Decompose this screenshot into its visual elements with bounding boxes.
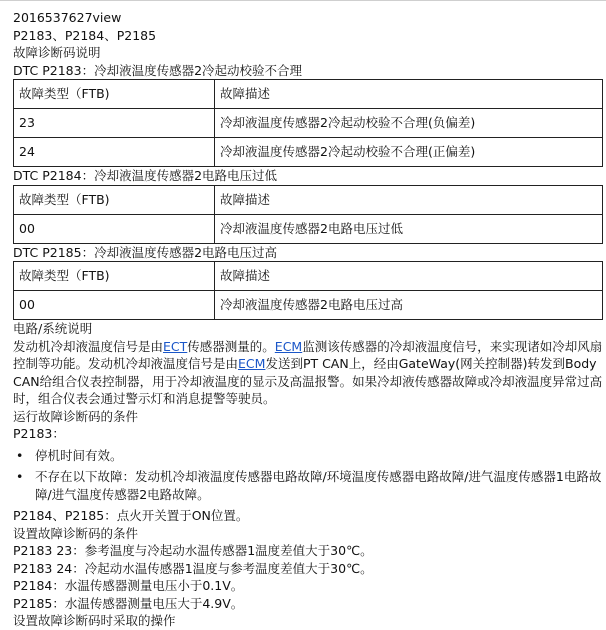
document-id: 2016537627view (13, 10, 122, 25)
dtc-title-p2184: DTC P2184：冷却液温度传感器2电路电压过低 (13, 168, 278, 183)
list-item-text: 停机时间有效。 (35, 447, 123, 463)
circuit-text-1: 发动机冷却液温度信号是由 (13, 338, 164, 354)
table-cell-description: 冷却液温度传感器2电路电压过高 (215, 291, 603, 320)
table-header-description: 故障描述 (215, 262, 603, 291)
bullet-icon: • (16, 447, 24, 463)
table-header-ftb: 故障类型（FTB) (14, 80, 215, 109)
set-condition-line: P2184：水温传感器测量电压小于0.1V。 (13, 578, 244, 593)
ftb-table-p2184 (13, 185, 603, 244)
set-condition-line: P2183 24：冷起动水温传感器1温度与参考温度差值大于30℃。 (13, 560, 373, 576)
top-divider (0, 0, 606, 1)
table-row (14, 291, 603, 320)
table-row (14, 109, 603, 138)
table-cell-description: 冷却液温度传感器2冷起动校验不合理(负偏差) (215, 109, 603, 138)
table-header-ftb: 故障类型（FTB) (14, 185, 215, 214)
bullet-icon: • (16, 469, 24, 484)
table-row (14, 214, 603, 243)
section-heading-dtc-description: 故障诊断码说明 (13, 45, 101, 60)
circuit-text-4: 发送到PT CAN上，经由GateWay(网关控制器)转发到Body CAN给组合仪表控制器，用于冷却液温度的显示及高温报警。如果冷却液传感器故障或冷却液温度异常过高时，组合仪表会通过警示灯和消息提警等驶员。 (13, 356, 603, 406)
table-row (14, 138, 603, 167)
section-heading-run-conditions: 运行故障诊断码的条件 (13, 408, 139, 424)
section-heading-circuit: 电路/系统说明 (13, 321, 93, 336)
table-header-row (14, 80, 603, 109)
list-item-text: 不存在以下故障：发动机冷却液温度传感器电路故障/环境温度传感器电路故障/进气温度传感器1电路故障/进气温度传感器2电路故障。 (35, 469, 602, 502)
document-content (13, 9, 603, 630)
table-header-row (14, 185, 603, 214)
ecm-link[interactable]: ECM (274, 338, 303, 354)
table-cell-description: 冷却液温度传感器2冷起动校验不合理(正偏差) (215, 138, 603, 167)
ftb-table-p2185 (13, 261, 603, 320)
circuit-text-3: 监测该传感器的冷却液温度信号，来实现诸如冷却风扇控制等功能。发动机冷却液温度信号是由 (13, 338, 603, 371)
table-header-description: 故障描述 (215, 185, 603, 214)
ftb-table-p2183 (13, 79, 603, 167)
set-condition-line: P2185：水温传感器测量电压大于4.9V。 (13, 595, 244, 611)
run-condition-p2184-p2185: P2184、P2185：点火开关置于ON位置。 (13, 508, 249, 523)
run-condition-list (13, 447, 603, 504)
dtc-code-list: P2183、P2184、P2185 (13, 27, 157, 43)
list-item (13, 468, 603, 503)
set-condition-line: P2183 23：参考温度与冷起动水温传感器1温度差值大于30℃。 (13, 543, 373, 558)
run-condition-p2183-label: P2183： (13, 426, 65, 441)
circuit-description (13, 338, 603, 408)
table-header-description: 故障描述 (215, 80, 603, 109)
ect-link[interactable]: ECT (163, 338, 188, 354)
table-cell-ftb: 00 (14, 214, 215, 243)
circuit-text-2: 传感器测量的。 (187, 338, 275, 354)
section-heading-set-conditions: 设置故障诊断码的条件 (13, 525, 139, 541)
table-cell-ftb: 24 (14, 138, 215, 167)
table-cell-ftb: 23 (14, 109, 215, 138)
dtc-title-p2185: DTC P2185：冷却液温度传感器2电路电压过高 (13, 244, 278, 260)
dtc-title-p2183: DTC P2183：冷却液温度传感器2冷起动校验不合理 (13, 62, 303, 78)
table-header-ftb: 故障类型（FTB) (14, 262, 215, 291)
table-header-row (14, 262, 603, 291)
table-cell-description: 冷却液温度传感器2电路电压过低 (215, 214, 603, 243)
list-item (13, 447, 603, 465)
table-cell-ftb: 00 (14, 291, 215, 320)
ecm-link[interactable]: ECM (238, 356, 266, 371)
section-heading-actions: 设置故障诊断码时采取的操作 (13, 613, 176, 628)
